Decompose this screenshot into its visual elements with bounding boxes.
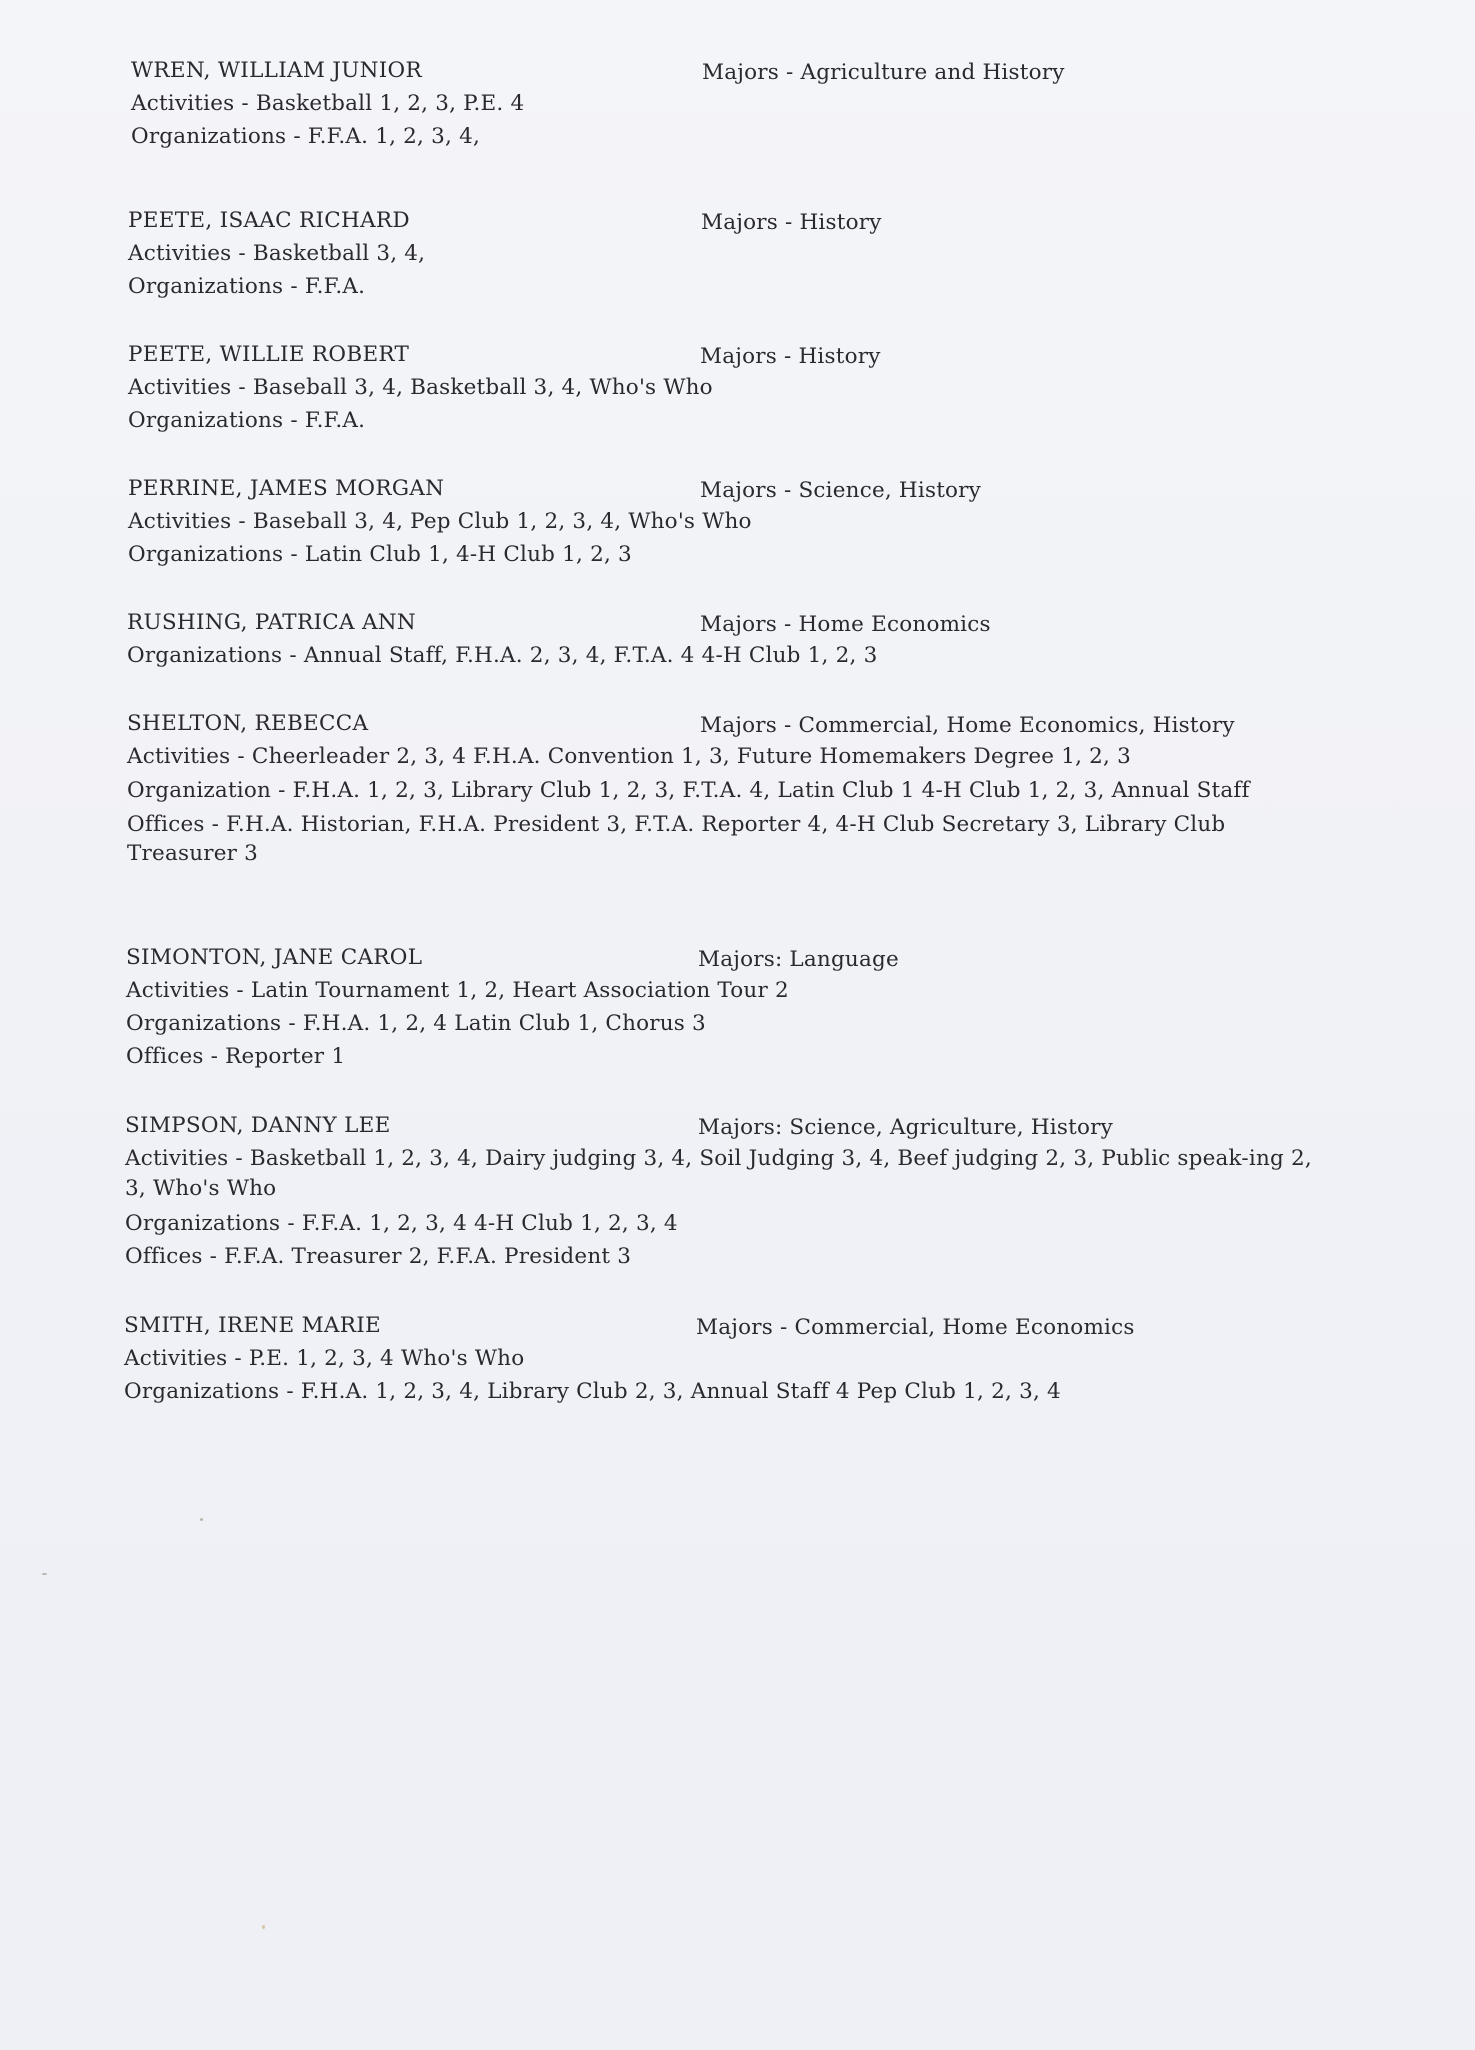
student-majors: Majors - Home Economics xyxy=(700,612,991,637)
student-majors: Majors - Commercial, Home Economics, History xyxy=(700,713,1235,738)
student-majors: Majors - Agriculture and History xyxy=(702,60,1065,85)
organizations-line: Organizations - F.F.A. xyxy=(128,274,366,299)
offices-line: Offices - F.F.A. Treasurer 2, F.F.A. President 3 xyxy=(125,1244,632,1269)
student-entry xyxy=(127,707,1327,868)
student-name: WREN, WILLIAM JUNIOR xyxy=(131,58,422,83)
activities-line: Activities - Baseball 3, 4, Pep Club 1, 2, 3, 4, Who's Who xyxy=(128,509,752,534)
activities-line: Activities - Basketball 1, 2, 3, 4, Dairy judging 3, 4, Soil Judging 3, 4, Beef judging 2, 3, Public speak-ing 2, 3, Who's Who xyxy=(125,1146,1312,1201)
student-name: SMITH, IRENE MARIE xyxy=(124,1313,382,1338)
student-entry xyxy=(127,606,1327,672)
organizations-line: Organizations - Latin Club 1, 4-H Club 1, 2, 3 xyxy=(128,542,632,567)
student-name: SIMONTON, JANE CAROL xyxy=(126,945,423,970)
activities-line: Activities - Cheerleader 2, 3, 4 F.H.A. Convention 1, 3, Future Homemakers Degree 1, 2, 3 xyxy=(127,744,1131,769)
student-name: PERRINE, JAMES MORGAN xyxy=(128,476,445,501)
student-majors: Majors: Language xyxy=(698,947,899,972)
student-entry xyxy=(128,338,1328,437)
offices-line: Offices - F.H.A. Historian, F.H.A. President 3, F.T.A. Reporter 4, 4-H Club Secretary 3, Library Club Treasurer 3 xyxy=(127,812,1226,866)
organizations-line: Organizations - F.H.A. 1, 2, 3, 4, Library Club 2, 3, Annual Staff 4 Pep Club 1, 2, 3, 4 xyxy=(124,1379,1061,1404)
student-majors: Majors - Science, History xyxy=(700,478,982,503)
organizations-line: Organizations - F.F.A. 1, 2, 3, 4, xyxy=(131,124,480,149)
student-entry xyxy=(128,204,1328,303)
student-name: SIMPSON, DANNY LEE xyxy=(125,1113,391,1138)
student-majors: Majors - History xyxy=(700,344,881,369)
activities-line: Activities - Basketball 3, 4, xyxy=(128,241,426,266)
student-name: RUSHING, PATRICA ANN xyxy=(127,610,416,635)
paper-speck xyxy=(262,1925,265,1929)
paper-speck xyxy=(200,1518,203,1521)
student-entry xyxy=(128,472,1328,571)
student-entry xyxy=(125,1109,1325,1273)
paper-speck xyxy=(42,1573,47,1575)
student-name: SHELTON, REBECCA xyxy=(127,711,369,736)
student-majors: Majors: Science, Agriculture, History xyxy=(698,1115,1113,1140)
student-entry xyxy=(124,1309,1324,1408)
activities-line: Activities - Basketball 1, 2, 3, P.E. 4 xyxy=(131,91,525,116)
student-majors: Majors - History xyxy=(701,210,882,235)
organizations-line: Organizations - F.F.A. 1, 2, 3, 4 4-H Club 1, 2, 3, 4 xyxy=(125,1211,678,1236)
student-majors: Majors - Commercial, Home Economics xyxy=(696,1315,1135,1340)
student-name: PEETE, WILLIE ROBERT xyxy=(128,342,410,367)
organizations-line: Organizations - Annual Staff, F.H.A. 2, 3, 4, F.T.A. 4 4-H Club 1, 2, 3 xyxy=(127,643,878,668)
offices-line: Offices - Reporter 1 xyxy=(126,1044,346,1069)
student-entry xyxy=(126,941,1326,1073)
organizations-line: Organizations - F.H.A. 1, 2, 4 Latin Club 1, Chorus 3 xyxy=(126,1011,706,1036)
organizations-line: Organization - F.H.A. 1, 2, 3, Library Club 1, 2, 3, F.T.A. 4, Latin Club 1 4-H Club 1, 2, 3, Annual Staff xyxy=(127,778,1250,803)
activities-line: Activities - Baseball 3, 4, Basketball 3, 4, Who's Who xyxy=(128,375,713,400)
student-name: PEETE, ISAAC RICHARD xyxy=(128,208,410,233)
organizations-line: Organizations - F.F.A. xyxy=(128,408,366,433)
activities-line: Activities - P.E. 1, 2, 3, 4 Who's Who xyxy=(124,1346,525,1371)
activities-line: Activities - Latin Tournament 1, 2, Heart Association Tour 2 xyxy=(126,978,789,1003)
student-entry xyxy=(131,54,1331,153)
